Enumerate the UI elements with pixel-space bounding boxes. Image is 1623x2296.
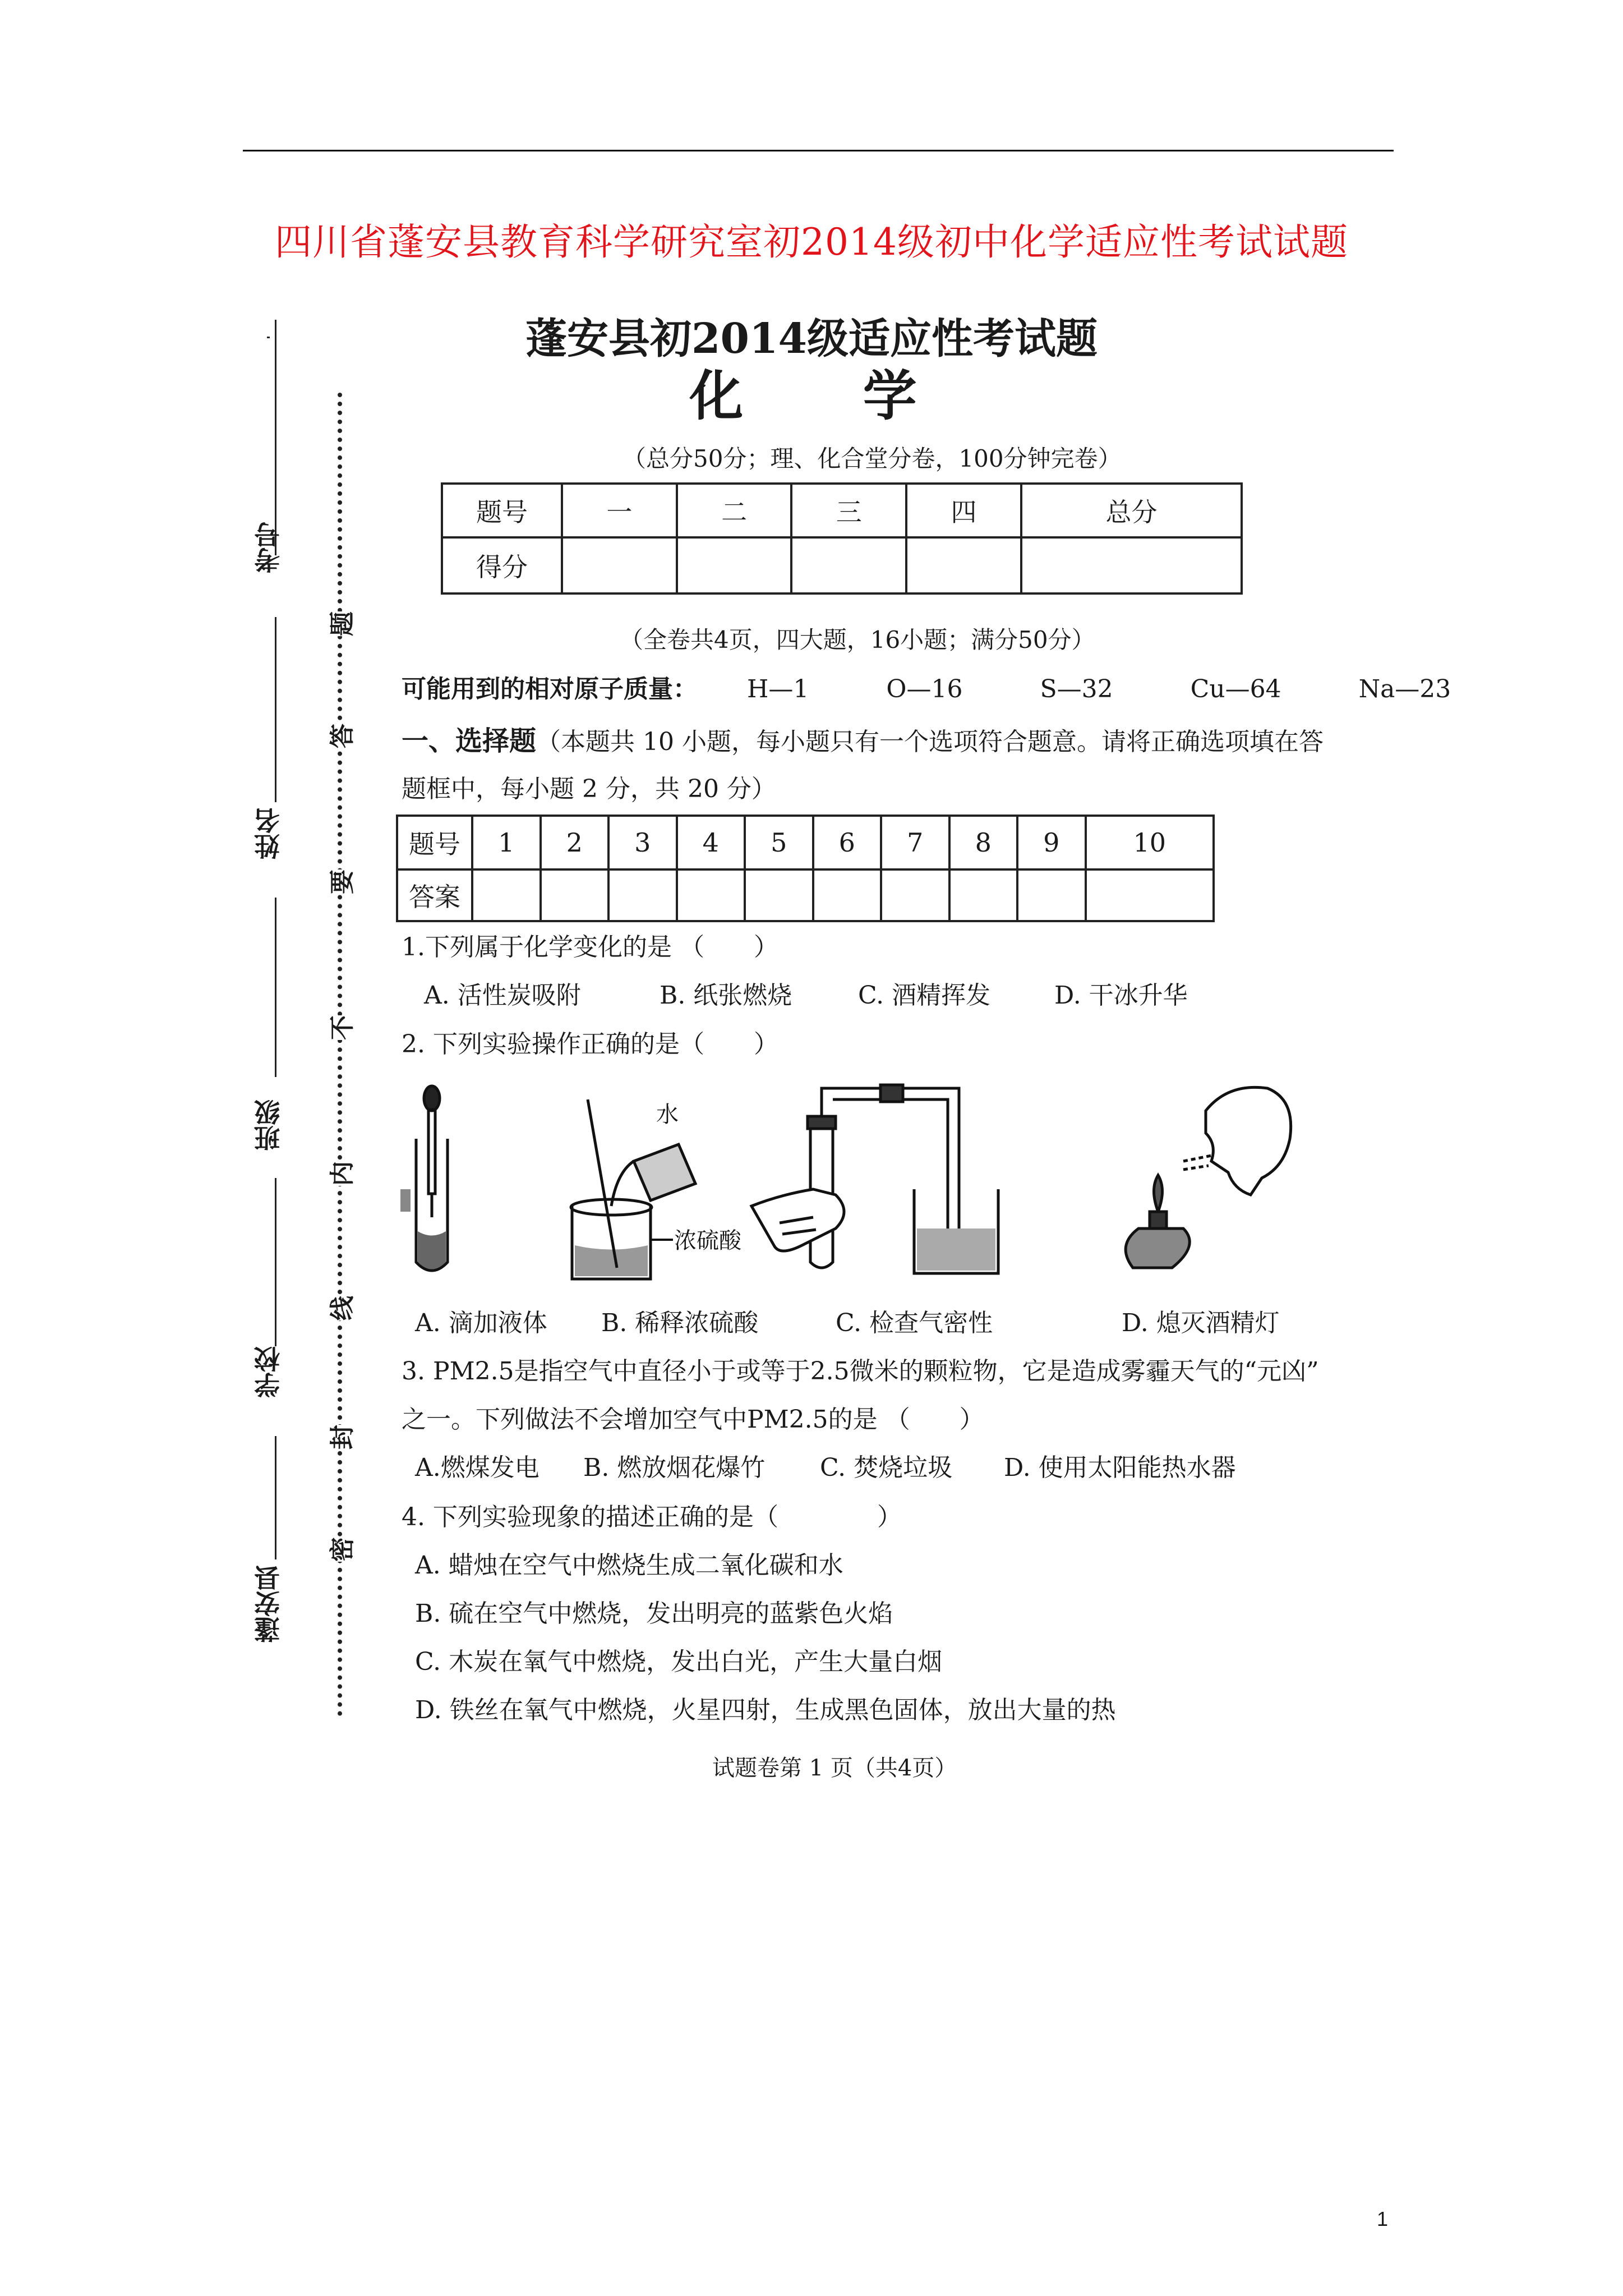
pages-note: （全卷共4页，四大题，16小题；满分50分） — [620, 626, 1095, 654]
class-line — [275, 898, 276, 1077]
score-table-header: 二 — [677, 484, 792, 537]
q2-option-a: A. 滴加液体 — [415, 1309, 547, 1337]
answer-cell — [677, 869, 745, 921]
airtightness-check-illustration — [751, 1085, 998, 1273]
page-number: 1 — [1377, 2207, 1389, 2230]
answer-cell — [608, 869, 677, 921]
exam-title: 蓬安县初2014级适应性考试题 — [525, 315, 1098, 363]
answer-cell — [881, 869, 949, 921]
name-line — [275, 617, 276, 802]
question-1: 1.下列属于化学变化的是 （ ） — [402, 933, 778, 961]
q1-option-a: A. 活性炭吸附 — [424, 981, 581, 1010]
document-title: 四川省蓬安县教育科学研究室初2014级初中化学适应性考试试题 — [275, 220, 1348, 264]
q2-option-d: D. 熄灭酒精灯 — [1122, 1309, 1280, 1337]
q2-option-b: B. 稀释浓硫酸 — [601, 1309, 759, 1337]
q2-figure — [387, 1077, 1295, 1285]
answer-cell — [1086, 869, 1214, 921]
score-row-label: 得分 — [442, 537, 562, 593]
answer-cell — [472, 869, 541, 921]
seal-char: 题 — [322, 611, 358, 636]
section1-heading: 一、选择题 — [402, 725, 537, 757]
answer-table-header: 8 — [949, 816, 1018, 869]
q1-option-d: D. 干冰升华 — [1054, 981, 1188, 1010]
q2-option-c: C. 检查气密性 — [836, 1309, 993, 1337]
score-table-header: 题号 — [442, 484, 562, 537]
answer-cell — [949, 869, 1018, 921]
answer-table-header: 10 — [1086, 816, 1214, 869]
section1-line2: 题框中，每小题 2 分，共 20 分） — [402, 775, 776, 803]
atomic-mass-item: Na—23 — [1358, 675, 1451, 703]
score-table-header: 四 — [906, 484, 1021, 537]
answer-cell — [813, 869, 882, 921]
answer-row-label: 答案 — [397, 869, 472, 921]
total-score-note: （总分50分；理、化合堂分卷，100分钟完卷） — [623, 445, 1122, 472]
school-line — [275, 1178, 276, 1346]
seal-char: 密 — [322, 1537, 358, 1562]
seal-char: 封 — [322, 1425, 358, 1450]
county-line — [275, 1436, 276, 1559]
score-table-header: 三 — [791, 484, 906, 537]
header-rule — [243, 150, 1394, 151]
class-label: 班级 — [253, 1099, 284, 1151]
section1-line1: （本题共 10 小题，每小题只有一个选项符合题意。请将正确选项填在答 — [536, 728, 1324, 756]
subject-title: 化 学 — [689, 364, 967, 427]
name-label: 姓名 — [253, 808, 284, 859]
answer-table-header: 7 — [881, 816, 949, 869]
score-table-header: 一 — [562, 484, 677, 537]
seal-char: 要 — [322, 869, 358, 894]
answer-cell — [745, 869, 813, 921]
atomic-mass-item: Cu—64 — [1190, 675, 1281, 703]
question-3-line1: 3. PM2.5是指空气中直径小于或等于2.5微米的颗粒物，它是造成雾霾天气的“元凶” — [402, 1357, 1319, 1386]
score-cell — [677, 537, 792, 593]
county-label: 蓬安县 — [253, 1565, 284, 1642]
q3-option-d: D. 使用太阳能热水器 — [1004, 1453, 1236, 1482]
atomic-mass-label: 可能用到的相对原子质量： — [402, 675, 698, 703]
q3-option-a: A.燃煤发电 — [415, 1453, 540, 1482]
score-cell — [1021, 537, 1242, 593]
q4-option-c: C. 木炭在氧气中燃烧，发出白光，产生大量白烟 — [415, 1648, 943, 1676]
answer-table-header: 9 — [1017, 816, 1086, 869]
acid-label: 浓硫酸 — [674, 1228, 741, 1254]
alcohol-lamp-illustration — [1126, 1087, 1291, 1268]
exam-number-label: 考号 — [253, 522, 284, 573]
answer-table-header: 2 — [541, 816, 609, 869]
water-label: 水 — [656, 1102, 679, 1128]
dropper-test-tube-illustration — [400, 1086, 448, 1271]
q4-option-b: B. 硫在空气中燃烧，发出明亮的蓝紫色火焰 — [415, 1599, 893, 1628]
seal-char: 线 — [322, 1296, 358, 1320]
question-3-line2: 之一。下列做法不会增加空气中PM2.5的是 （ ） — [402, 1405, 984, 1434]
answer-table-header: 5 — [745, 816, 813, 869]
seal-char: 答 — [322, 724, 358, 748]
seal-char: 不 — [322, 1015, 358, 1040]
q1-option-b: B. 纸张燃烧 — [660, 981, 792, 1010]
answer-cell — [541, 869, 609, 921]
q4-option-d: D. 铁丝在氧气中燃烧，火星四射，生成黑色固体，放出大量的热 — [415, 1696, 1116, 1724]
school-label: 学校 — [253, 1346, 284, 1398]
q3-option-b: B. 燃放烟花爆竹 — [583, 1453, 766, 1482]
seal-dotted-line — [338, 393, 342, 1717]
answer-table-header: 3 — [608, 816, 677, 869]
section1-instructions — [402, 719, 1324, 758]
q3-option-c: C. 焚烧垃圾 — [820, 1453, 953, 1482]
q4-option-a: A. 蜡烛在空气中燃烧生成二氧化碳和水 — [415, 1551, 843, 1580]
atomic-mass-line — [402, 669, 1451, 705]
answer-table-header: 1 — [472, 816, 541, 869]
score-cell — [791, 537, 906, 593]
answer-table-header: 4 — [677, 816, 745, 869]
answer-table-header: 题号 — [397, 816, 472, 869]
answer-table-header: 6 — [813, 816, 882, 869]
question-4: 4. 下列实验现象的描述正确的是（ ） — [402, 1503, 902, 1531]
atomic-mass-item: O—16 — [886, 675, 963, 703]
atomic-mass-item: H—1 — [747, 675, 809, 703]
score-cell — [562, 537, 677, 593]
answer-cell — [1017, 869, 1086, 921]
score-cell — [906, 537, 1021, 593]
atomic-mass-item: S—32 — [1040, 675, 1113, 703]
answer-table — [396, 815, 1215, 922]
page-footer: 试题卷第 1 页（共4页） — [712, 1755, 957, 1781]
score-table — [441, 482, 1243, 595]
question-2: 2. 下列实验操作正确的是（ ） — [402, 1030, 778, 1059]
score-table-header: 总分 — [1021, 484, 1242, 537]
seal-char: 内 — [322, 1161, 358, 1186]
q1-option-c: C. 酒精挥发 — [858, 981, 991, 1010]
